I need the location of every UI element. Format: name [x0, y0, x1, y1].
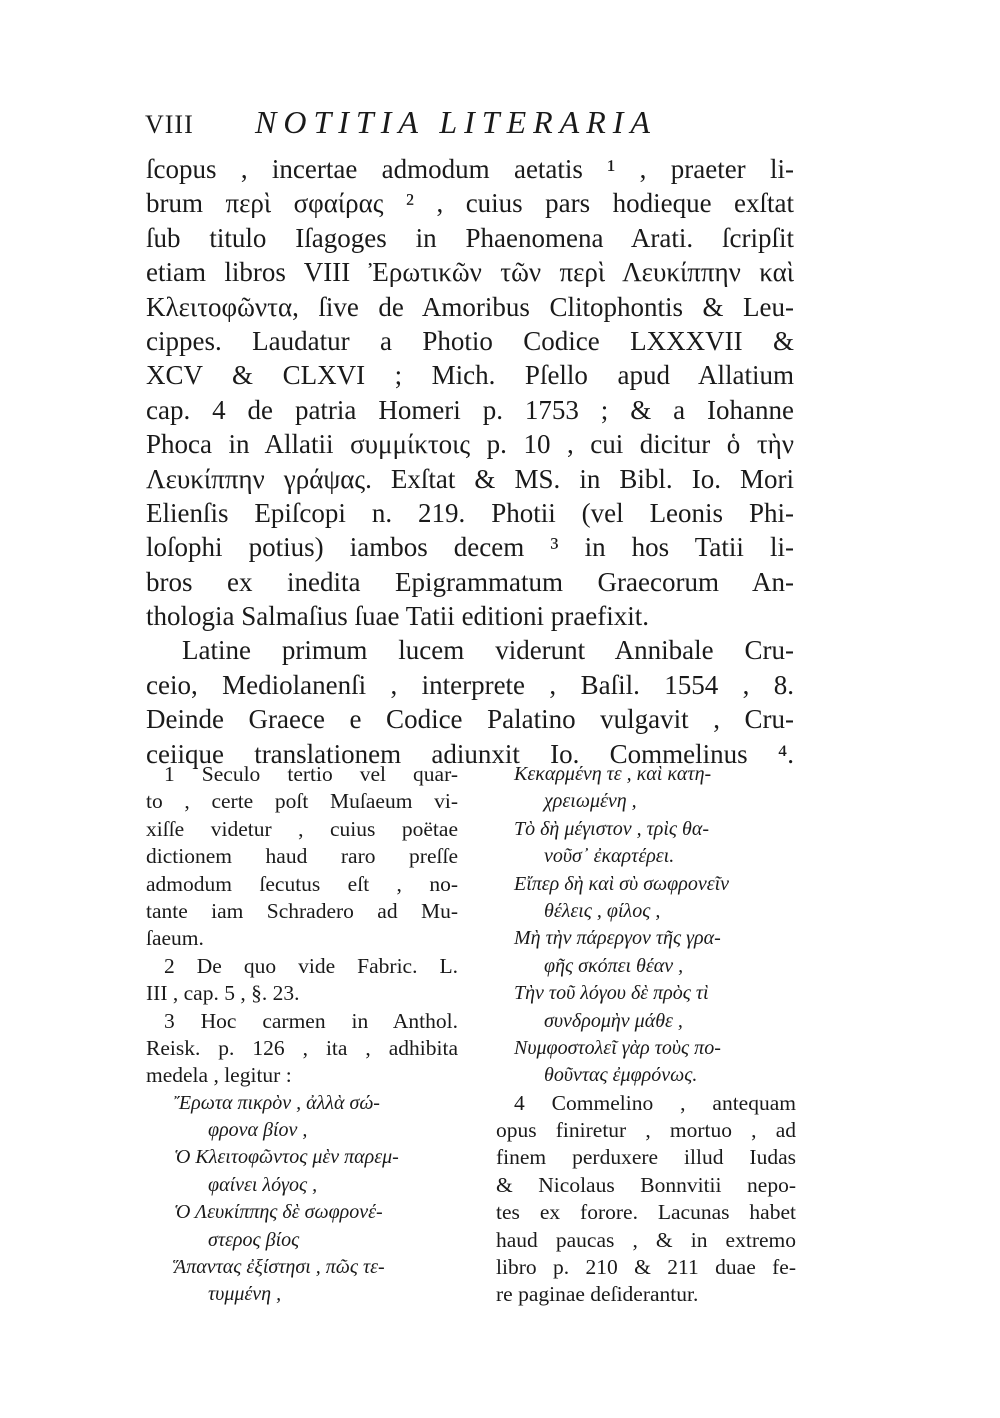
footnote-line: 2 De quo vide Fabric. L.	[164, 953, 458, 978]
footnote-line: Reisk. p. 126 , ita , adhibita	[146, 1035, 458, 1060]
text-line: etiam libros VIII Ἐρωτικῶν τῶν περὶ Λευκίππην καὶ	[146, 257, 794, 288]
verse-line: στερος βίος	[208, 1228, 300, 1251]
text-line: cap. 4 de patria Homeri p. 1753 ; & a Iohanne	[146, 394, 794, 425]
text-line: XCV & CLXVI ; Mich. Pſello apud Allatium	[146, 360, 794, 391]
verse-line: Τὸ δὴ μέγιστον , τρὶς θα-	[514, 817, 710, 840]
footnote-line: libro p. 210 & 211 duae fe-	[496, 1255, 796, 1280]
verse-line: θοῦντας ἐμφρόνως.	[544, 1064, 698, 1087]
footnote-line: & Nicolaus Bonnvitii nepo-	[496, 1172, 796, 1197]
footnotes-left-column	[146, 761, 458, 1309]
text-line: ſub titulo Iſagoges in Phaenomena Arati. ſcripſit	[146, 222, 794, 253]
footnote-line: tante iam Schradero ad Mu-	[146, 898, 458, 923]
footnote-line: medela , legitur :	[146, 1063, 292, 1088]
footnote-line: tes ex forore. Lacunas habet	[496, 1200, 796, 1225]
verse-line: Τὴν τοῦ λόγου δὲ πρὸς τὶ	[514, 982, 709, 1005]
footnote-line: haud paucas , & in extremo	[496, 1227, 796, 1252]
verse-line: Ἅπαντας ἐξίστησι , πῶς τε-	[174, 1256, 385, 1279]
verse-line: Ἔρωτα πικρὸν , ἀλλὰ σώ-	[174, 1091, 380, 1114]
footnotes-right-column	[496, 761, 796, 1309]
verse-line: συνδρομὴν μάθε ,	[544, 1009, 683, 1032]
page-number: VIII	[145, 110, 194, 139]
footnote-line: finem perduxere illud Iudas	[496, 1145, 796, 1170]
footnote-line: admodum ſecutus eſt , no-	[146, 871, 458, 896]
footnote-line: 4 Commelino , antequam	[514, 1090, 796, 1115]
text-line: thologia Salmaſius ſuae Tatii editioni praefixit.	[146, 601, 650, 632]
page-header	[145, 104, 705, 144]
verse-line: Κεκαρμένη τε , καὶ κατη-	[514, 763, 712, 785]
text-line: Λευκίππην γράψας. Exſtat & MS. in Bibl. Io. Mori	[146, 463, 794, 494]
footnote-line: III , cap. 5 , §. 23.	[146, 981, 300, 1006]
footnote-line: 3 Hoc carmen in Anthol.	[164, 1008, 458, 1033]
text-line: ſcopus , incertae admodum aetatis ¹ , praeter li-	[146, 154, 794, 184]
verse-line: Μὴ τὴν πάρεργον τῆς γρα-	[514, 927, 721, 950]
verse-line: χρειωμένη ,	[544, 790, 637, 813]
text-line: ceio, Mediolanenſi , interprete , Baſil. 1554 , 8.	[146, 669, 794, 700]
verse-line: Εἴπερ δὴ καὶ σὺ σωφρονεῖν	[514, 872, 730, 895]
main-text	[146, 152, 794, 771]
text-line: brum περὶ σφαίρας ² , cuius pars hodieque exſtat	[146, 188, 794, 219]
text-line: Κλειτοφῶντα, ſive de Amoribus Clitophontis & Leu-	[146, 291, 794, 322]
verse-line: Ὁ Κλειτοφῶντος μὲν παρεμ-	[174, 1146, 399, 1169]
footnote-line: re paginae deſiderantur.	[496, 1282, 699, 1307]
footnote-line: opus finiretur , mortuo , ad	[496, 1118, 796, 1143]
footnote-line: to , certe poſt Muſaeum vi-	[146, 789, 458, 814]
text-line: cippes. Laudatur a Photio Codice LXXXVII &	[146, 325, 794, 356]
text-line: loſophi potius) iambos decem ³ in hos Tatii li-	[146, 532, 794, 563]
verse-line: θέλεις , φίλος ,	[544, 899, 661, 922]
verse-line: τυμμένη ,	[208, 1283, 282, 1306]
footnote-line: dictionem haud raro preſſe	[146, 844, 458, 869]
running-title: NOTITIA LITERARIA	[255, 104, 657, 140]
footnote-line: ſaeum.	[146, 926, 204, 951]
verse-line: φαίνει λόγος ,	[208, 1173, 318, 1196]
verse-line: φῆς σκόπει θέαν ,	[544, 954, 684, 977]
verse-line: φρονα βίον ,	[208, 1119, 308, 1142]
text-line: Phoca in Allatii συμμίκτοις p. 10 , cui dicitur ὁ τὴν	[146, 429, 794, 460]
text-line: bros ex inedita Epigrammatum Graecorum An-	[146, 566, 794, 597]
verse-line: Νυμφοστολεῖ γὰρ τοὺς πο-	[514, 1036, 721, 1059]
text-line: ceiique translationem adiunxit Io. Commelinus ⁴.	[146, 738, 794, 769]
footnote-line: 1 Seculo tertio vel quar-	[164, 762, 458, 786]
text-line: Latine primum lucem viderunt Annibale Cru-	[182, 635, 794, 666]
verse-line: νοῦσ᾽ ἐκαρτέρει.	[544, 845, 675, 868]
verse-line: Ὁ Λευκίππης δὲ σωφρονέ-	[174, 1201, 383, 1224]
text-line: Elienſis Epiſcopi n. 219. Photii (vel Leonis Phi-	[146, 497, 794, 528]
footnote-line: xiſſe videtur , cuius poëtae	[146, 816, 458, 841]
text-line: Deinde Graece e Codice Palatino vulgavit , Cru-	[146, 704, 794, 735]
